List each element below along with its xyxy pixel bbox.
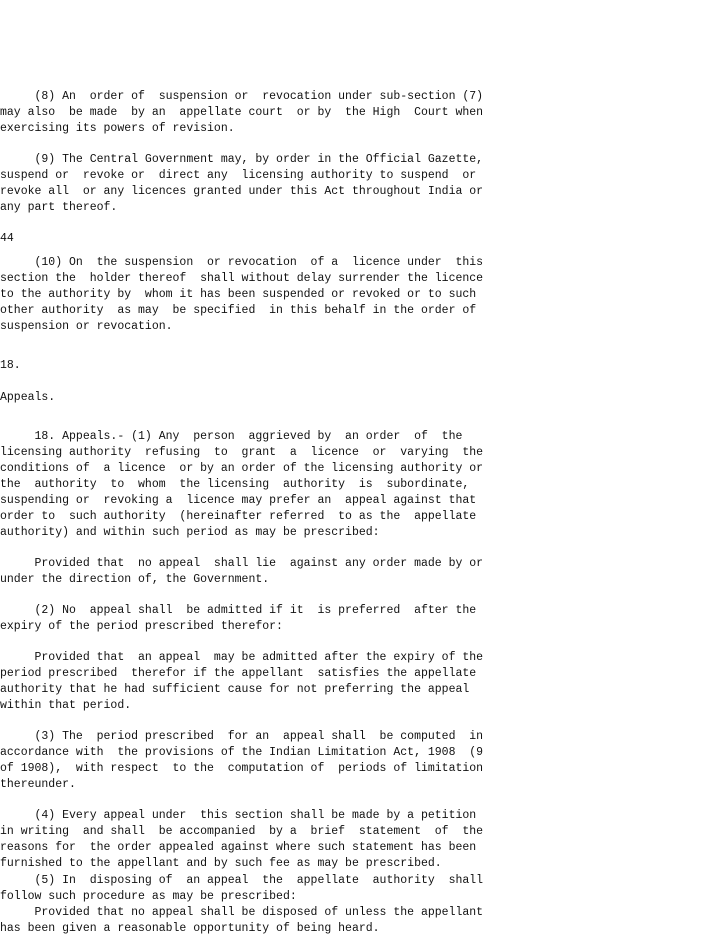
text-line: (5) In disposing of an appeal the appellate authority shall: [0, 874, 484, 887]
text-line: (4) Every appeal under this section shall be made by a petition: [0, 809, 477, 822]
text-line: 18. Appeals.- (1) Any person aggrieved by an order of the: [0, 430, 463, 443]
section-number: 18.: [0, 359, 21, 372]
text-line: suspension or revocation.: [0, 320, 173, 333]
text-line: any part thereof.: [0, 201, 118, 214]
text-line: in writing and shall be accompanied by a brief statement of the: [0, 825, 484, 838]
section-heading: Appeals.: [0, 391, 56, 404]
text-line: section the holder thereof shall without delay surrender the licence: [0, 272, 484, 285]
text-line: thereunder.: [0, 778, 76, 791]
text-line: accordance with the provisions of the Indian Limitation Act, 1908 (9: [0, 746, 484, 759]
text-line: furnished to the appellant and by such fee as may be prescribed.: [0, 857, 442, 870]
text-line: authority that he had sufficient cause for not preferring the appeal: [0, 683, 470, 696]
text-line: suspending or revoking a licence may prefer an appeal against that: [0, 494, 477, 507]
page-number: 44: [0, 232, 14, 245]
text-line: order to such authority (hereinafter referred to as the appellate: [0, 510, 477, 523]
text-line: exercising its powers of revision.: [0, 122, 235, 135]
text-line: (8) An order of suspension or revocation under sub-section (7): [0, 90, 484, 103]
text-line: period prescribed therefor if the appellant satisfies the appellate: [0, 667, 477, 680]
text-line: (9) The Central Government may, by order in the Official Gazette,: [0, 153, 484, 166]
text-line: (10) On the suspension or revocation of a licence under this: [0, 256, 484, 269]
text-line: Provided that no appeal shall lie against any order made by or: [0, 557, 484, 570]
text-line: has been given a reasonable opportunity of being heard.: [0, 922, 380, 935]
text-line: under the direction of, the Government.: [0, 573, 270, 586]
text-line: conditions of a licence or by an order of the licensing authority or: [0, 462, 484, 475]
text-line: revoke all or any licences granted under this Act throughout India or: [0, 185, 484, 198]
text-line: may also be made by an appellate court or by the High Court when: [0, 106, 484, 119]
text-line: licensing authority refusing to grant a licence or varying the: [0, 446, 484, 459]
text-line: to the authority by whom it has been suspended or revoked or to such: [0, 288, 477, 301]
text-line: other authority as may be specified in this behalf in the order of: [0, 304, 477, 317]
text-line: of 1908), with respect to the computation of periods of limitation: [0, 762, 484, 775]
text-line: the authority to whom the licensing authority is subordinate,: [0, 478, 470, 491]
text-line: within that period.: [0, 699, 132, 712]
text-line: (2) No appeal shall be admitted if it is preferred after the: [0, 604, 477, 617]
text-line: (3) The period prescribed for an appeal shall be computed in: [0, 730, 484, 743]
text-line: authority) and within such period as may be prescribed:: [0, 526, 380, 539]
text-line: Provided that an appeal may be admitted after the expiry of the: [0, 651, 484, 664]
text-line: suspend or revoke or direct any licensing authority to suspend or: [0, 169, 477, 182]
text-line: follow such procedure as may be prescribed:: [0, 890, 297, 903]
text-line: expiry of the period prescribed therefor:: [0, 620, 283, 633]
text-line: reasons for the order appealed against where such statement has been: [0, 841, 477, 854]
text-line: Provided that no appeal shall be disposed of unless the appellant: [0, 906, 484, 919]
